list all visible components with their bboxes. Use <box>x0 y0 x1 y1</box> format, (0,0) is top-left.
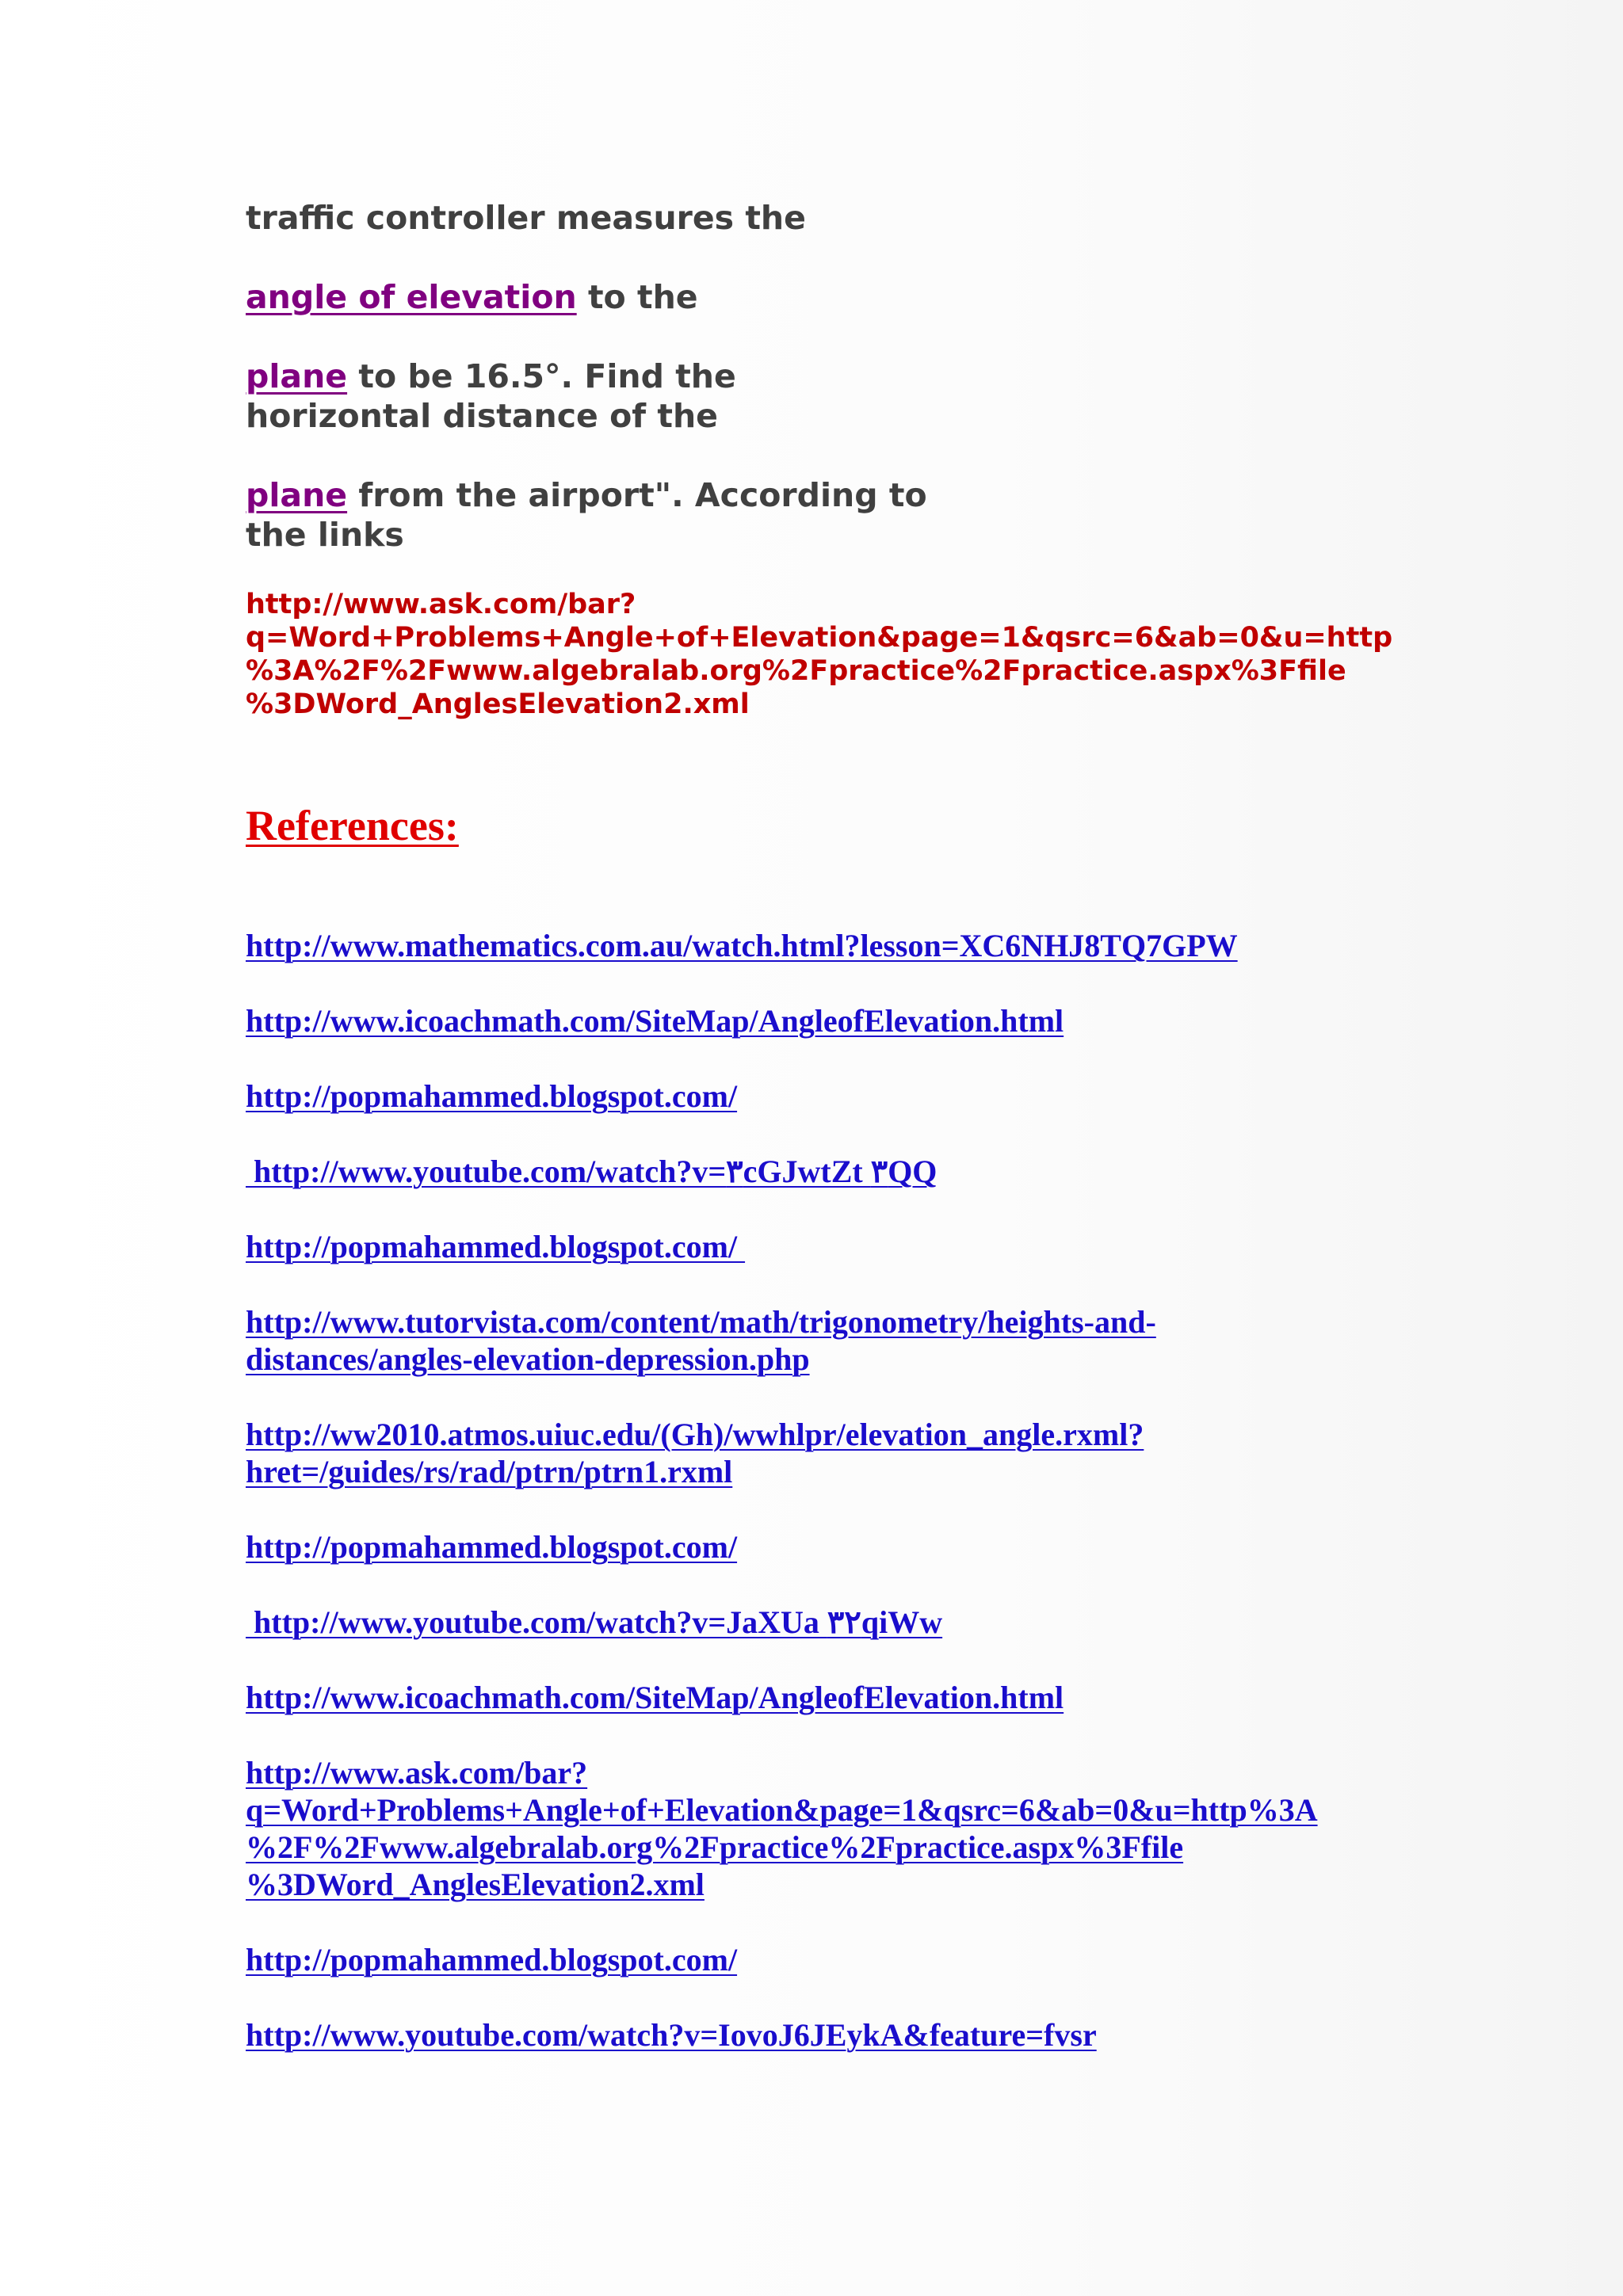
reference-link-line: %2F%2Fwww.algebralab.org%2Fpractice%2Fpractice.aspx%3Ffile <box>246 1829 1184 1865</box>
body-text: the links <box>246 516 404 554</box>
reference-link[interactable] <box>246 1679 1064 1716</box>
reference-link[interactable] <box>246 927 1238 964</box>
body-text: to the <box>576 278 698 316</box>
reference-link[interactable] <box>246 1754 1318 1903</box>
ask-com-link[interactable] <box>246 588 1392 721</box>
body-line-6 <box>246 515 404 555</box>
body-line-4 <box>246 396 718 436</box>
reference-link-line: http://www.youtube.com/watch?v=IovoJ6JEykA&feature=fvsr <box>246 2017 1097 2053</box>
body-text: traffic controller measures the <box>246 199 806 237</box>
body-line-1 <box>246 198 806 238</box>
body-text: from the airport". According to <box>347 476 927 514</box>
link-line: http://www.ask.com/bar? <box>246 589 636 620</box>
link-line: q=Word+Problems+Angle+of+Elevation&page=1&qsrc=6&ab=0&u=http <box>246 622 1393 654</box>
reference-link-line: http://www.mathematics.com.au/watch.html?lesson=XC6NHJ8TQ7GPW <box>246 928 1238 963</box>
reference-link[interactable] <box>246 1002 1064 1039</box>
body-line-2 <box>246 277 698 317</box>
reference-link-line: http://popmahammed.blogspot.com/ <box>246 1078 738 1114</box>
reference-link-line: http://ww2010.atmos.uiuc.edu/(Gh)/wwhlpr/elevation_angle.rxml? <box>246 1417 1144 1452</box>
plane-link[interactable]: plane <box>246 476 348 514</box>
reference-link-line: http://www.icoachmath.com/SiteMap/AngleofElevation.html <box>246 1003 1064 1039</box>
reference-link-line: %3DWord_AnglesElevation2.xml <box>246 1867 705 1902</box>
reference-link[interactable] <box>246 1228 745 1265</box>
references-heading: References: <box>246 802 459 849</box>
reference-link-line: http://www.tutorvista.com/content/math/trigonometry/heights-and- <box>246 1304 1156 1340</box>
reference-link-line: http://www.icoachmath.com/SiteMap/AngleofElevation.html <box>246 1680 1064 1715</box>
reference-link[interactable] <box>246 1153 937 1190</box>
link-line: %3A%2F%2Fwww.algebralab.org%2Fpractice%2Fpractice.aspx%3Ffile <box>246 655 1346 687</box>
reference-link-line: http://popmahammed.blogspot.com/ <box>246 1229 746 1264</box>
reference-link[interactable] <box>246 1528 737 1566</box>
body-line-5 <box>246 475 927 515</box>
reference-link[interactable] <box>246 1604 942 1641</box>
reference-link-line: http://popmahammed.blogspot.com/ <box>246 1529 738 1565</box>
reference-link-line: http://www.ask.com/bar? <box>246 1755 588 1791</box>
plane-link[interactable]: plane <box>246 357 348 395</box>
reference-link-line: distances/angles-elevation-depression.php <box>246 1341 810 1377</box>
reference-link[interactable] <box>246 1941 737 1978</box>
body-text: to be 16.5°. Find the <box>347 357 736 395</box>
reference-link[interactable] <box>246 1416 1144 1490</box>
reference-link-line: http://popmahammed.blogspot.com/ <box>246 1942 738 1978</box>
body-line-3 <box>246 357 736 396</box>
reference-link[interactable] <box>246 1303 1156 1378</box>
reference-link-line: http://www.youtube.com/watch?v=JaXUa ٣٢qiWw <box>246 1604 943 1640</box>
reference-link[interactable] <box>246 1077 737 1115</box>
reference-link-line: q=Word+Problems+Angle+of+Elevation&page=1&qsrc=6&ab=0&u=http%3A <box>246 1792 1318 1828</box>
link-line: %3DWord_AnglesElevation2.xml <box>246 688 750 720</box>
angle-of-elevation-link[interactable]: angle of elevation <box>246 278 577 316</box>
reference-link-line: http://www.youtube.com/watch?v=٣cGJwtZt ٣QQ <box>246 1154 938 1189</box>
reference-link-line: hret=/guides/rs/rad/ptrn/ptrn1.rxml <box>246 1454 733 1489</box>
body-text: horizontal distance of the <box>246 397 718 435</box>
reference-link[interactable] <box>246 2016 1097 2054</box>
